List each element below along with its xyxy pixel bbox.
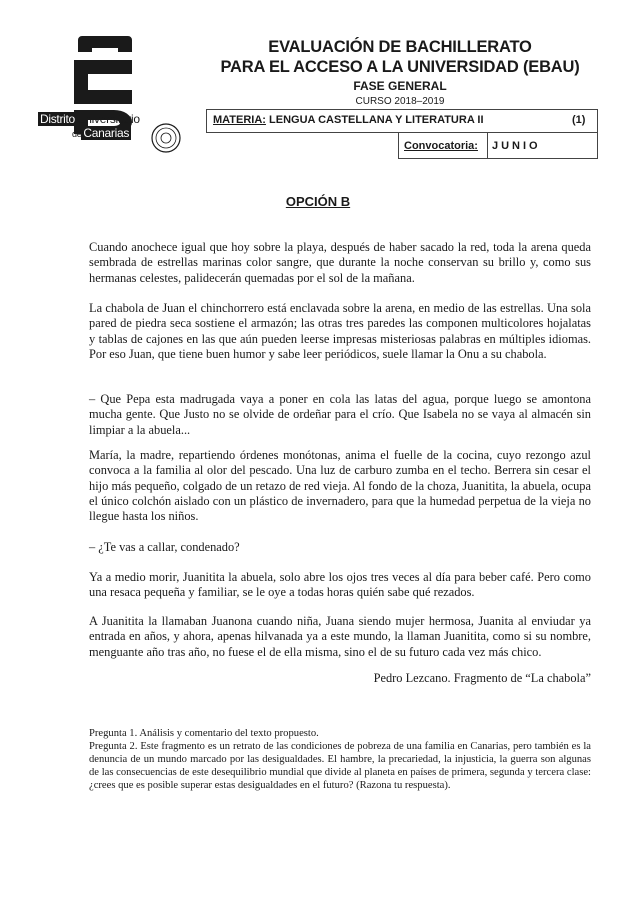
question-2: Pregunta 2. Este fragmento es un retrato de las condiciones de pobreza de una familia en Canarias, pero también es la denuncia de un mundo marcado por las desigualdades. El hambre, la precariedad, la injusticia, la guerra son algunas de las consecuencias de este desequilibrio mundial que divide al planeta en países de primera, segunda y tercera clase: ¿crees que es posible superar estas desigualdades en el futuro? (Razona tu respuesta). <box>89 740 591 791</box>
paragraph-1 <box>89 240 591 286</box>
paragraph-2-text: La chabola de Juan el chinchorrero está enclavada sobre la arena, en medio de las estrellas. Una sola pared de piedra seca sostiene el armazón; las otras tres paredes las componen multicolores hojalatas y tablas de cajones en las que aún pueden leerse impresas misteriosas palabras en múltiples idiomas. Por eso Juan, que tiene buen humor y sabe leer periódicos, suele llamar la Onu a su chabola. <box>89 301 591 361</box>
paragraph-5 <box>89 540 591 555</box>
paragraph-2 <box>89 301 591 362</box>
exam-title-line-1: EVALUACIÓN DE BACHILLERATO <box>268 38 532 56</box>
paragraph-7 <box>89 614 591 660</box>
materia-number: (1) <box>572 114 586 126</box>
materia-value: LENGUA CASTELLANA Y LITERATURA II <box>265 114 484 126</box>
logo-canarias: Canarias <box>83 126 130 140</box>
convocatoria-value: JUNIO <box>492 140 541 152</box>
paragraph-6 <box>89 570 591 601</box>
paragraph-6-text: Ya a medio morir, Juanitita la abuela, solo abre los ojos tres veces al día para beber café. Pero como una resaca pequeña y familiar, se le oye a todas horas quién sabe qué rezados. <box>89 570 591 600</box>
attribution-text: Pedro Lezcano. Fragmento de “La chabola” <box>373 671 591 685</box>
option-heading: OPCIÓN B <box>285 194 351 209</box>
attribution <box>89 671 591 686</box>
curso-label: CURSO 2018–2019 <box>355 96 445 107</box>
logo-universitario: Universitario <box>76 112 140 126</box>
paragraph-4-text: María, la madre, repartiendo órdenes monótonas, anima el fuelle de la cocina, cuyo rezongo azul convoca a la familia al olor del pescado. Una luz de carburo zumba en el techo. Berrera sin cesar el hijo más pequeño, colgado de un retazo de red vieja. Al fondo de la choza, Juanitita, la abuela, ocupa el único colchón aislado con un plástico de invernadero, para que la humedad perpetua de la vieja no llegue hasta los niños. <box>89 448 591 524</box>
paragraph-3-text: – Que Pepa esta madrugada vaya a poner en cola las latas del agua, porque luego se amontona mucha gente. Que Justo no se olvide de ordeñar para el crío. Que Isabela no se vaya al almacén sin limpiar a la abuela... <box>89 392 591 437</box>
paragraph-3 <box>89 392 591 438</box>
questions-block <box>89 728 591 793</box>
logo-distrito: Distrito <box>40 112 75 126</box>
logo-tagline-1 <box>38 112 140 126</box>
logo-de: de <box>72 129 82 139</box>
materia-label: MATERIA: <box>213 114 266 126</box>
exam-title-line-2: PARA EL ACCESO A LA UNIVERSIDAD (EBAU) <box>220 58 580 76</box>
question-1: Pregunta 1. Análisis y comentario del texto propuesto. <box>89 728 319 739</box>
paragraph-7-text: A Juanitita la llamaban Juanona cuando niña, Juana siendo mujer hermosa, Juanita al enviudar ya entrada en años, y ahora, apenas hilvanada ya a este mundo, la llaman Juanitita, como si su nombre, menguante año tras año, no fuese el de ella misma, sino el de su futuro cada vez más chico. <box>89 614 591 659</box>
logo-tagline-2 <box>72 126 131 140</box>
paragraph-4 <box>89 448 591 524</box>
duc-logo <box>38 30 188 160</box>
convocatoria-label: Convocatoria: <box>404 140 478 152</box>
convocatoria-divider <box>487 133 488 159</box>
paragraph-5-text: – ¿Te vas a callar, condenado? <box>89 540 240 554</box>
materia-field <box>213 114 484 126</box>
paragraph-1-text: Cuando anochece igual que hoy sobre la playa, después de haber sacado la red, toda la arena queda sembrada de estrellas marinas color sangre, que durante la noche conservan su brillo y, como sus hermanas celestes, palidecerán quemadas por el sol de la mañana. <box>89 240 591 285</box>
fase-label: FASE GENERAL <box>353 79 447 93</box>
emblem-icon <box>152 124 180 152</box>
